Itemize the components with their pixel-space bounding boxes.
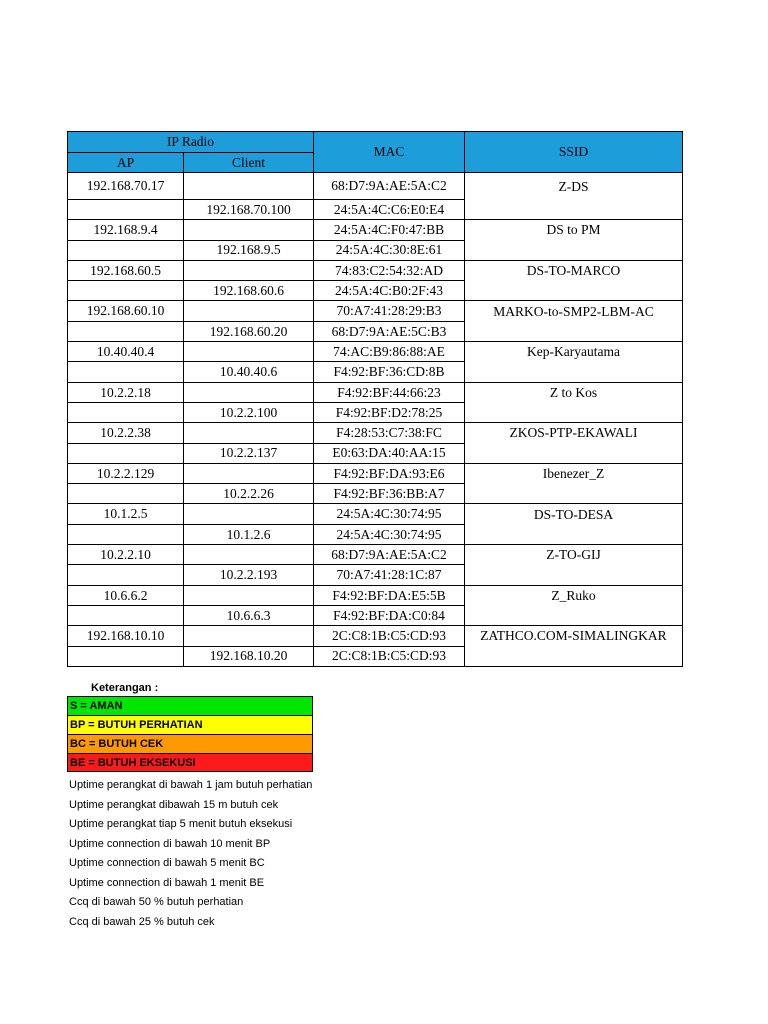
table-row [68,362,683,382]
cell-mac: F4:92:BF:DA:93:E6 [314,463,465,483]
ip-radio-table [67,131,683,667]
table-row [68,200,683,220]
cell-ap [68,281,184,301]
table-row [68,423,683,443]
cell-ap: 192.168.9.4 [68,220,184,240]
cell-client [184,342,314,362]
cell-mac: E0:63:DA:40:AA:15 [314,443,465,463]
header-ap: AP [68,153,184,173]
cell-mac: F4:92:BF:DA:C0:84 [314,605,465,625]
cell-mac: 70:A7:41:28:1C:87 [314,565,465,585]
table-row [68,484,683,504]
table-row [68,260,683,280]
cell-mac: F4:92:BF:D2:78:25 [314,402,465,422]
cell-ap [68,321,184,341]
cell-ap [68,362,184,382]
cell-mac: 24:5A:4C:30:8E:61 [314,240,465,260]
cell-client: 10.40.40.6 [184,362,314,382]
cell-mac: 68:D7:9A:AE:5A:C2 [314,545,465,565]
cell-client: 192.168.60.20 [184,321,314,341]
note-line: Uptime connection di bawah 1 menit BE [69,876,265,889]
cell-mac: 2C:C8:1B:C5:CD:93 [314,646,465,666]
cell-client [184,220,314,240]
table-row [68,626,683,646]
legend-title: Keterangan : [91,682,159,694]
table-row [68,281,683,301]
cell-ssid [465,402,683,422]
note-line: Uptime perangkat dibawah 15 m butuh cek [69,798,279,811]
header-ssid: SSID [465,132,683,173]
cell-ssid: ZATHCO.COM-SIMALINGKAR [465,626,683,646]
cell-client: 192.168.70.100 [184,200,314,220]
cell-ssid: Z-DS [465,173,683,200]
cell-ap [68,646,184,666]
cell-ssid: DS to PM [465,220,683,240]
cell-ap: 192.168.60.10 [68,301,184,321]
cell-mac: 24:5A:4C:B0:2F:43 [314,281,465,301]
cell-ssid: Z-TO-GIJ [465,545,683,565]
cell-client [184,545,314,565]
note-line: Ccq di bawah 25 % butuh cek [69,915,215,928]
table-row [68,565,683,585]
header-mac: MAC [314,132,465,173]
table-row [68,220,683,240]
cell-mac: 74:AC:B9:86:88:AE [314,342,465,362]
cell-mac: 70:A7:41:28:29:B3 [314,301,465,321]
cell-mac: 74:83:C2:54:32:AD [314,260,465,280]
cell-mac: 24:5A:4C:F0:47:BB [314,220,465,240]
cell-ssid: ZKOS-PTP-EKAWALI [465,423,683,443]
cell-ap: 10.2.2.38 [68,423,184,443]
cell-ap: 10.2.2.10 [68,545,184,565]
cell-ssid [465,646,683,666]
cell-ssid [465,484,683,504]
cell-client: 10.2.2.137 [184,443,314,463]
cell-mac: 2C:C8:1B:C5:CD:93 [314,626,465,646]
cell-ssid [465,281,683,301]
cell-mac: 68:D7:9A:AE:5C:B3 [314,321,465,341]
cell-client: 10.2.2.100 [184,402,314,422]
cell-client: 10.2.2.26 [184,484,314,504]
cell-ssid [465,362,683,382]
cell-ssid [465,443,683,463]
cell-ssid: DS-TO-MARCO [465,260,683,280]
table-row [68,585,683,605]
cell-ap [68,484,184,504]
cell-mac: 24:5A:4C:C6:E0:E4 [314,200,465,220]
cell-ssid: Z to Kos [465,382,683,402]
cell-mac: 24:5A:4C:30:74:95 [314,524,465,544]
cell-ssid: Ibenezer_Z [465,463,683,483]
table-row [68,240,683,260]
cell-ap: 192.168.70.17 [68,173,184,200]
table-row [68,545,683,565]
cell-ssid: MARKO-to-SMP2-LBM-AC [465,301,683,321]
cell-client [184,585,314,605]
cell-client [184,173,314,200]
cell-ssid [465,524,683,544]
legend-item: BC = BUTUH CEK [67,734,313,753]
cell-client: 10.1.2.6 [184,524,314,544]
cell-ssid [465,605,683,625]
table-row [68,402,683,422]
note-line: Ccq di bawah 50 % butuh perhatian [69,896,244,908]
cell-ssid [465,240,683,260]
cell-client: 192.168.60.6 [184,281,314,301]
table-row [68,321,683,341]
cell-ssid [465,565,683,585]
cell-mac: F4:92:BF:36:BB:A7 [314,484,465,504]
cell-mac: F4:92:BF:36:CD:8B [314,362,465,382]
cell-mac: F4:28:53:C7:38:FC [314,423,465,443]
cell-ssid [465,200,683,220]
table-row [68,504,683,524]
cell-client [184,423,314,443]
header-client: Client [184,153,314,173]
cell-client [184,260,314,280]
cell-ap: 192.168.60.5 [68,260,184,280]
cell-mac: F4:92:BF:DA:E5:5B [314,585,465,605]
cell-client [184,382,314,402]
cell-ssid [465,321,683,341]
cell-client: 192.168.10.20 [184,646,314,666]
table-row [68,382,683,402]
table-row [68,173,683,200]
note-line: Uptime connection di bawah 10 menit BP [69,837,271,850]
cell-client [184,463,314,483]
cell-ap: 192.168.10.10 [68,626,184,646]
note-line: Uptime perangkat tiap 5 menit butuh eksekusi [69,818,293,830]
note-line: Uptime perangkat di bawah 1 jam butuh perhatian [69,779,313,791]
cell-ap: 10.6.6.2 [68,585,184,605]
cell-client [184,626,314,646]
cell-ap: 10.2.2.129 [68,463,184,483]
cell-client [184,301,314,321]
legend-item: S = AMAN [67,696,313,715]
cell-mac: 68:D7:9A:AE:5A:C2 [314,173,465,200]
cell-ap [68,605,184,625]
legend-item: BP = BUTUH PERHATIAN [67,715,313,734]
cell-ap: 10.40.40.4 [68,342,184,362]
cell-ssid: DS-TO-DESA [465,504,683,524]
cell-ap [68,524,184,544]
cell-ap [68,240,184,260]
table-row [68,524,683,544]
cell-ap: 10.1.2.5 [68,504,184,524]
cell-client: 10.6.6.3 [184,605,314,625]
table-row [68,443,683,463]
table-row [68,342,683,362]
table-row [68,301,683,321]
cell-mac: 24:5A:4C:30:74:95 [314,504,465,524]
cell-client [184,504,314,524]
table-row [68,463,683,483]
cell-ap [68,443,184,463]
notes-list [69,776,312,932]
legend [67,680,367,772]
cell-ssid: Z_Ruko [465,585,683,605]
legend-item: BE = BUTUH EKSEKUSI [67,753,313,772]
cell-ap [68,200,184,220]
cell-ap: 10.2.2.18 [68,382,184,402]
table-row [68,605,683,625]
cell-client: 192.168.9.5 [184,240,314,260]
table-row [68,646,683,666]
cell-ap [68,565,184,585]
cell-mac: F4:92:BF:44:66:23 [314,382,465,402]
header-ip-radio: IP Radio [68,132,314,153]
cell-client: 10.2.2.193 [184,565,314,585]
note-line: Uptime connection di bawah 5 menit BC [69,857,265,869]
cell-ssid: Kep-Karyautama [465,342,683,362]
cell-ap [68,402,184,422]
